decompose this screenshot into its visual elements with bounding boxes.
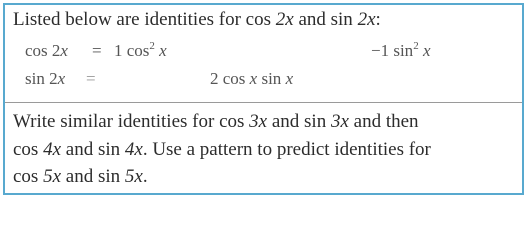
task-text: Write similar identities for cos xyxy=(13,111,250,132)
sin-lhs: sin 2 xyxy=(25,69,58,88)
sin-lhs-var: x xyxy=(57,69,66,88)
task-line-2 xyxy=(13,139,431,161)
cos-term2-var: x xyxy=(422,41,431,60)
cos-identity-rhs2 xyxy=(371,41,430,61)
task-text: cos xyxy=(13,166,44,187)
sin-rhs-var: x xyxy=(249,69,258,88)
task-text: cos xyxy=(13,139,44,160)
task-text: and sin xyxy=(61,139,125,160)
task-line-3 xyxy=(13,166,148,188)
intro-text-part: : xyxy=(375,9,381,30)
intro-text-part: Listed below are identities for cos xyxy=(13,9,276,30)
sin-rhs-fn: sin xyxy=(257,69,286,88)
intro-var: 2x xyxy=(357,9,376,30)
cos-term-var: x xyxy=(159,41,167,60)
sin-identity-equals: = xyxy=(86,69,96,88)
task-text: and then xyxy=(348,111,419,132)
cos-lhs: cos 2 xyxy=(25,41,61,60)
intro-var: 2x xyxy=(275,9,294,30)
cos-coef: 1 xyxy=(114,41,123,60)
sin-identity-rhs xyxy=(210,69,293,89)
task-var: 3x xyxy=(330,111,349,132)
task-text: . xyxy=(142,166,148,187)
cos-identity-lhs xyxy=(25,41,68,61)
task-var: 3x xyxy=(249,111,268,132)
divider xyxy=(5,102,522,103)
intro-text-part: and sin xyxy=(293,9,358,30)
task-text: and sin xyxy=(267,111,331,132)
cos-coef2: −1 xyxy=(371,41,390,60)
cos-identity-rhs1 xyxy=(114,41,167,61)
cos-identity-equals: = xyxy=(92,41,102,60)
task-text: . Use a pattern to predict identities for xyxy=(142,139,431,160)
sin-identity-lhs xyxy=(25,69,65,89)
cos-term2-fn: sin xyxy=(393,41,414,60)
cos-term2-exp: 2 xyxy=(413,40,419,52)
cos-lhs-var: x xyxy=(60,41,68,60)
sin-rhs-coef: 2 cos xyxy=(210,69,250,88)
task-line-1 xyxy=(13,111,419,133)
task-var: 5x xyxy=(43,166,62,187)
task-text: and sin xyxy=(61,166,125,187)
intro-text xyxy=(13,9,381,31)
cos-term-exp: 2 xyxy=(149,40,155,52)
sin-rhs-var: x xyxy=(285,69,294,88)
cos-term-fn: cos xyxy=(126,41,150,60)
task-var: 5x xyxy=(124,166,143,187)
task-var: 4x xyxy=(124,139,143,160)
task-var: 4x xyxy=(43,139,62,160)
